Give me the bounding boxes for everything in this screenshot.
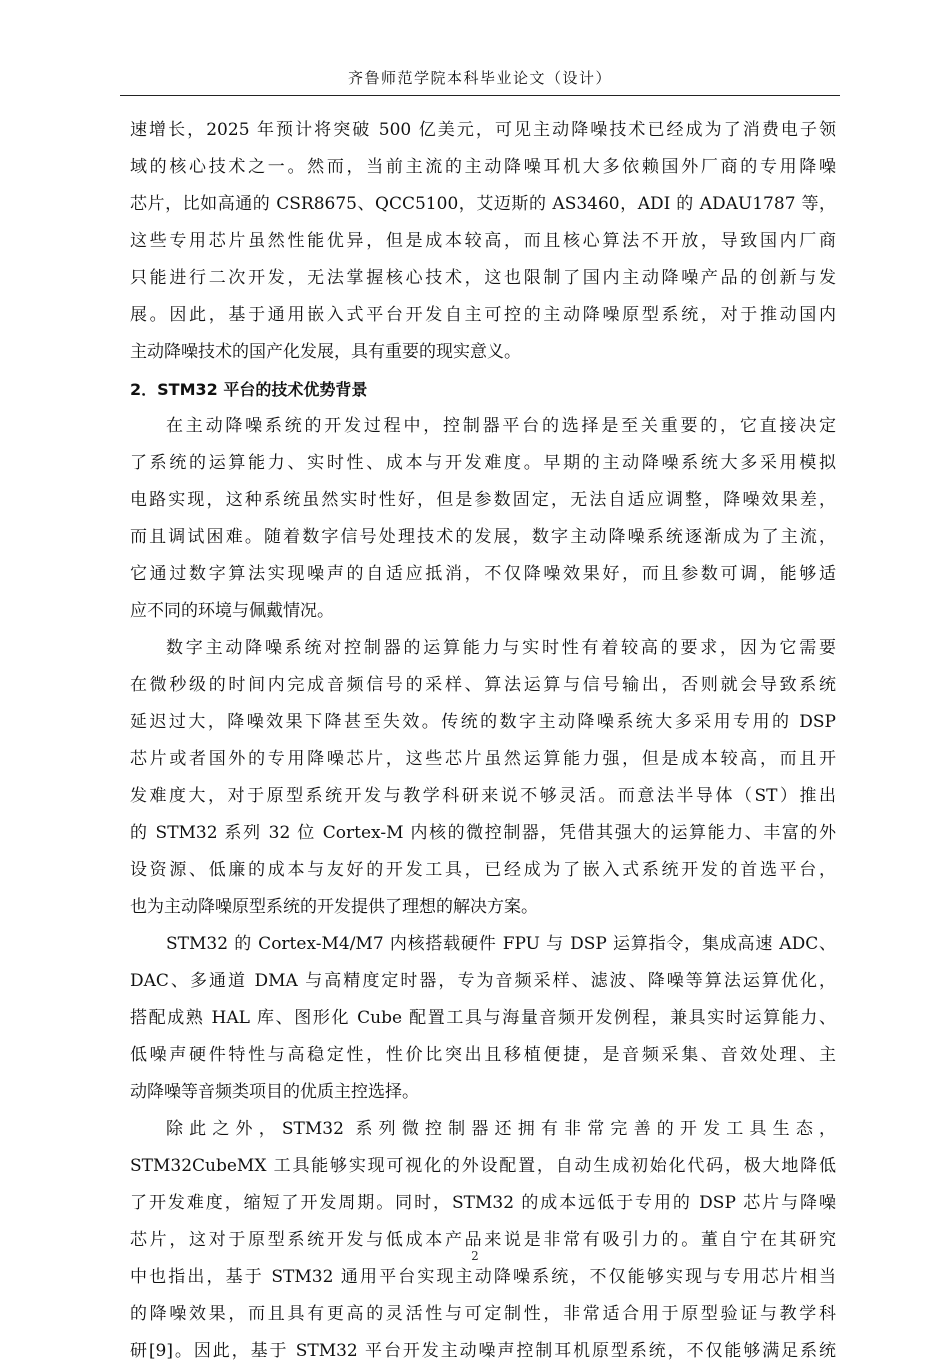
paragraph-line: 芯片或者国外的专用降噪芯片，这些芯片虽然运算能力强，但是成本较高，而且开 — [130, 749, 836, 769]
paragraph-line: 速增长，2025 年预计将突破 500 亿美元，可见主动降噪技术已经成为了消费电子领 — [130, 120, 836, 140]
paragraph-line: 数字主动降噪系统对控制器的运算能力与实时性有着较高的要求，因为它需要 — [166, 638, 836, 658]
paragraph-line: 低噪声硬件特性与高稳定性，性价比突出且移植便捷，是音频采集、音效处理、主 — [130, 1045, 836, 1065]
paragraph-line: 主动降噪技术的国产化发展，具有重要的现实意义。 — [130, 342, 521, 362]
paragraph-line: 的 STM32 系列 32 位 Cortex-M 内核的微控制器，凭借其强大的运算能力、丰富的外 — [130, 823, 836, 843]
page-number: 2 — [471, 1249, 479, 1263]
paragraph-line: 中也指出，基于 STM32 通用平台实现主动降噪系统，不仅能够实现与专用芯片相当 — [130, 1267, 836, 1287]
paragraph-line: 电路实现，这种系统虽然实时性好，但是参数固定，无法自适应调整，降噪效果差， — [130, 490, 836, 510]
paragraph-line: 设资源、低廉的成本与友好的开发工具，已经成为了嵌入式系统开发的首选平台， — [130, 860, 836, 880]
paragraph-line: 只能进行二次开发，无法掌握核心技术，这也限制了国内主动降噪产品的创新与发 — [130, 268, 836, 288]
section-heading: 2．STM32 平台的技术优势背景 — [130, 380, 368, 399]
body-text — [130, 112, 836, 1370]
paragraph-line: 延迟过大，降噪效果下降甚至失效。传统的数字主动降噪系统大多采用专用的 DSP — [130, 712, 836, 732]
paragraph-line: STM32CubeMX 工具能够实现可视化的外设配置，自动生成初始化代码，极大地降低 — [130, 1156, 836, 1176]
paragraph-line: 了开发难度，缩短了开发周期。同时，STM32 的成本远低于专用的 DSP 芯片与降噪 — [130, 1193, 836, 1213]
paragraph-line: 芯片，比如高通的 CSR8675、QCC5100，艾迈斯的 AS3460，ADI 的 ADAU1787 等， — [130, 194, 836, 214]
paragraph-line: 它通过数字算法实现噪声的自适应抵消，不仅降噪效果好，而且参数可调，能够适 — [130, 564, 836, 584]
paragraph-line: 而且调试困难。随着数字信号处理技术的发展，数字主动降噪系统逐渐成为了主流， — [130, 527, 836, 547]
paragraph-line: 在微秒级的时间内完成音频信号的采样、算法运算与信号输出，否则就会导致系统 — [130, 675, 836, 695]
paragraph-line: 也为主动降噪原型系统的开发提供了理想的解决方案。 — [130, 897, 538, 917]
paragraph-line: 的降噪效果，而且具有更高的灵活性与可定制性，非常适合用于原型验证与教学科 — [130, 1304, 836, 1324]
paragraph-line: STM32 的 Cortex-M4/M7 内核搭载硬件 FPU 与 DSP 运算指令，集成高速 ADC、 — [166, 934, 836, 954]
paragraph-line: 域的核心技术之一。然而，当前主流的主动降噪耳机大多依赖国外厂商的专用降噪 — [130, 157, 836, 177]
paragraph-line: 展。因此，基于通用嵌入式平台开发自主可控的主动降噪原型系统，对于推动国内 — [130, 305, 836, 325]
paragraph-line: 搭配成熟 HAL 库、图形化 Cube 配置工具与海量音频开发例程，兼具实时运算能力、 — [130, 1008, 836, 1028]
running-header: 齐鲁师范学院本科毕业论文（设计） — [347, 69, 612, 87]
paragraph-line: 发难度大，对于原型系统开发与教学科研来说不够灵活。而意法半导体（ST）推出 — [130, 786, 836, 806]
paragraph-line: 在主动降噪系统的开发过程中，控制器平台的选择是至关重要的，它直接决定 — [166, 416, 836, 436]
paragraph-line: 这些专用芯片虽然性能优异，但是成本较高，而且核心算法不开放，导致国内厂商 — [130, 231, 836, 251]
header-rule — [120, 95, 840, 96]
paragraph-line: 了系统的运算能力、实时性、成本与开发难度。早期的主动降噪系统大多采用模拟 — [130, 453, 836, 473]
paragraph-line: 应不同的环境与佩戴情况。 — [130, 601, 334, 621]
paragraph-line: 除此之外，STM32 系列微控制器还拥有非常完善的开发工具生态， — [166, 1119, 836, 1139]
paragraph-line: 动降噪等音频类项目的优质主控选择。 — [130, 1082, 419, 1102]
paragraph-line: 研[9]。因此，基于 STM32 平台开发主动噪声控制耳机原型系统，不仅能够满足系统 — [130, 1341, 836, 1361]
paragraph-line: 芯片，这对于原型系统开发与低成本产品来说是非常有吸引力的。董自宁在其研究 — [130, 1230, 836, 1250]
paragraph-line: DAC、多通道 DMA 与高精度定时器，专为音频采样、滤波、降噪等算法运算优化， — [130, 971, 836, 991]
